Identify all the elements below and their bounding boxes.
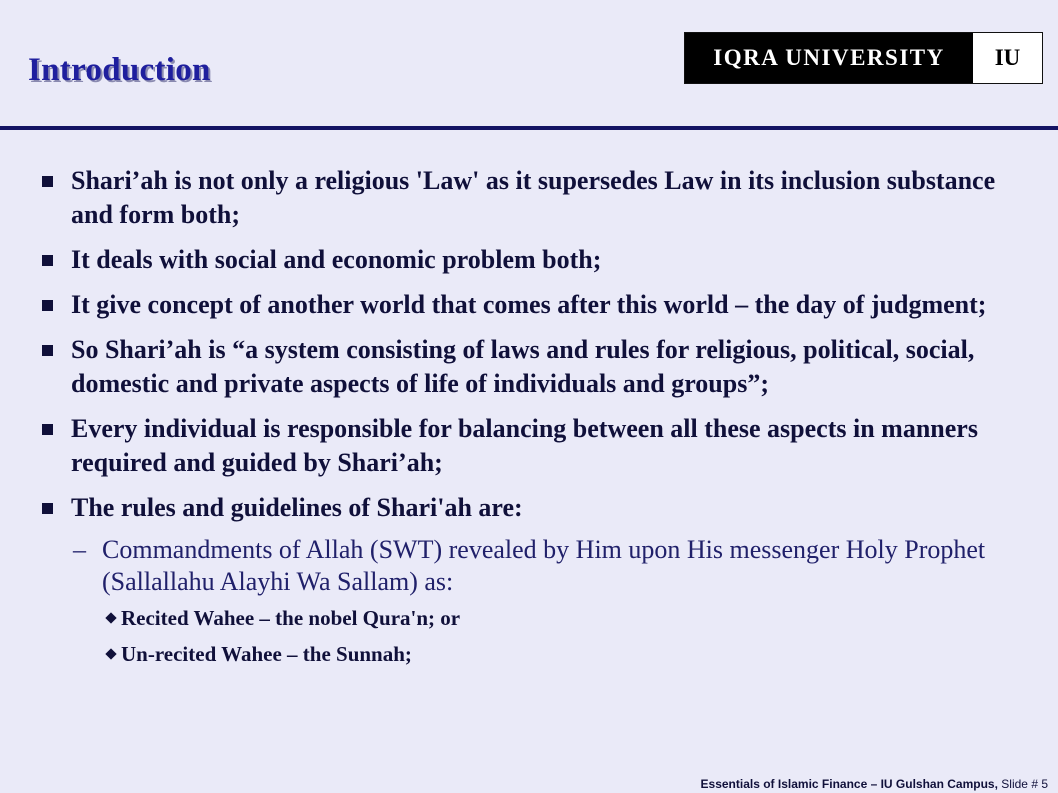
sub-sub-bullet-item	[40, 604, 1030, 632]
logo-abbreviation: IU	[973, 33, 1042, 83]
bullet-text: Shari’ah is not only a religious 'Law' as it supersedes Law in its inclusion substance and form both;	[71, 166, 996, 229]
slide-footer	[701, 777, 1048, 791]
bullet-text: The rules and guidelines of Shari'ah are:	[71, 493, 523, 522]
square-bullet-icon	[42, 345, 53, 356]
bullet-text: It give concept of another world that comes after this world – the day of judgment;	[71, 290, 987, 319]
square-bullet-icon	[42, 300, 53, 311]
title-divider	[0, 126, 1058, 130]
sub-bullet-text: Commandments of Allah (SWT) revealed by Him upon His messenger Holy Prophet (Sallallahu Alayhi Wa Sallam) as:	[102, 535, 986, 596]
sub-sub-bullet-text: Recited Wahee – the nobel Qura'n; or	[121, 606, 461, 630]
bullet-list	[40, 164, 1030, 525]
sub-sub-bullet-text: Un-recited Wahee – the Sunnah;	[121, 642, 412, 666]
bullet-text: So Shari’ah is “a system consisting of laws and rules for religious, political, social, domestic and private aspects of life of individuals and groups”;	[71, 335, 975, 398]
bullet-item	[40, 164, 1030, 232]
bullet-item	[40, 491, 1030, 525]
slide-content	[40, 164, 1030, 676]
footer-course: Essentials of Islamic Finance – IU Gulshan Campus,	[700, 777, 998, 791]
square-bullet-icon	[42, 255, 53, 266]
square-bullet-icon	[42, 424, 53, 435]
sub-bullet	[40, 534, 1030, 598]
dash-bullet-icon: –	[73, 535, 86, 564]
bullet-text: Every individual is responsible for balancing between all these aspects in manners required and guided by Shari’ah;	[71, 414, 978, 477]
university-logo	[684, 32, 1043, 84]
logo-name: IQRA UNIVERSITY	[685, 33, 973, 83]
bullet-item	[40, 243, 1030, 277]
bullet-item	[40, 288, 1030, 322]
sub-sub-bullet-item	[40, 640, 1030, 668]
footer-slide-number: Slide # 5	[1001, 777, 1048, 791]
diamond-bullet-icon	[105, 612, 116, 623]
sub-sub-bullet-list	[40, 604, 1030, 668]
square-bullet-icon	[42, 503, 53, 514]
bullet-text: It deals with social and economic problem both;	[71, 245, 602, 274]
bullet-item	[40, 412, 1030, 480]
bullet-item	[40, 333, 1030, 401]
diamond-bullet-icon	[105, 648, 116, 659]
square-bullet-icon	[42, 176, 53, 187]
slide-title: Introduction	[28, 52, 211, 88]
